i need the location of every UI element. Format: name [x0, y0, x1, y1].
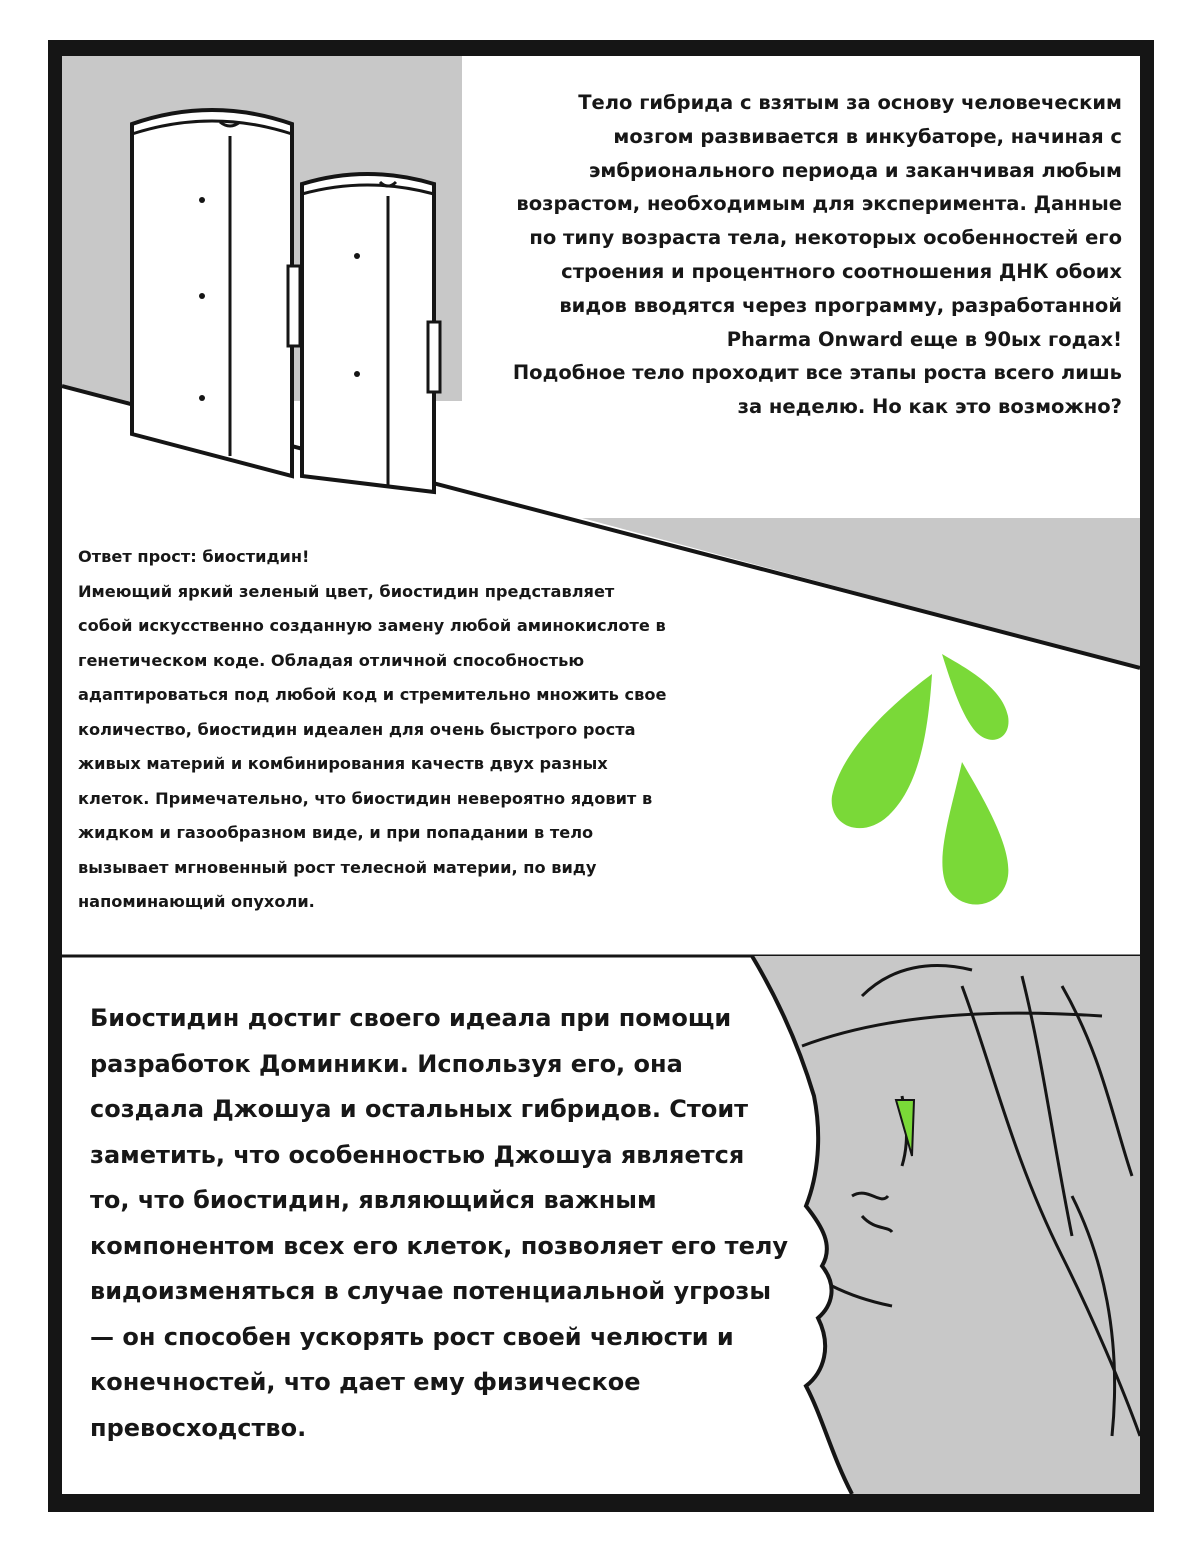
caption-line: Ответ прост: биостидин! — [78, 547, 310, 566]
caption-line: за неделю. Но как это возможно? — [737, 395, 1122, 419]
caption-line: эмбрионального периода и заканчивая любым — [588, 158, 1122, 182]
caption-line: Биостидин достиг своего идеала при помощи — [90, 1004, 732, 1032]
caption-line: Имеющий яркий зеленый цвет, биостидин представляет — [78, 581, 615, 601]
caption-line: напоминающий опухоли. — [78, 892, 315, 911]
caption-line: создала Джошуа и остальных гибридов. Стоит — [90, 1095, 749, 1123]
caption-line: — он способен ускорять рост своей челюсти и — [90, 1322, 734, 1351]
caption-line: генетическом коде. Обладая отличной способностью — [78, 650, 585, 670]
panel-3-art — [752, 956, 1140, 1494]
caption-line: Тело гибрида с взятым за основу человеческим — [578, 91, 1122, 114]
incubator-pod-icon — [302, 174, 440, 492]
caption-line: по типу возраста тела, некоторых особенностей его — [529, 226, 1122, 250]
panel-2-caption — [78, 540, 778, 920]
caption-line: компонентом всех его клеток, позволяет его телу — [90, 1231, 789, 1260]
caption-line: строения и процентного соотношения ДНК обоих — [561, 259, 1122, 283]
caption-line: Pharma Onward еще в 90ых годах! — [726, 327, 1122, 351]
caption-line: количество, биостидин идеален для очень быстрого роста — [78, 719, 636, 739]
caption-line: возрастом, необходимым для эксперимента. Данные — [516, 192, 1122, 216]
caption-line: жидком и газообразном виде, и при попадании в тело — [78, 823, 594, 842]
caption-line: разработок Доминики. Используя его, она — [90, 1049, 683, 1078]
panel-3-caption — [90, 996, 790, 1451]
caption-line: собой искусственно созданную замену любой аминокислоте в — [78, 616, 666, 635]
caption-line: заметить, что особенностью Джошуа является — [90, 1140, 745, 1169]
caption-line: конечностей, что дает ему физическое — [90, 1368, 641, 1396]
green-droplet-icon — [942, 762, 1008, 905]
caption-line: клеток. Примечательно, что биостидин невероятно ядовит в — [78, 788, 653, 808]
green-droplet-icon — [942, 654, 1009, 740]
caption-line: живых материй и комбинирования качеств двух разных — [78, 754, 608, 773]
comic-page — [62, 56, 1140, 1494]
incubator-pod-icon — [132, 110, 300, 476]
caption-line: Подобное тело проходит все этапы роста всего лишь — [512, 361, 1122, 385]
caption-line: адаптироваться под любой код и стремительно множить свое — [78, 685, 667, 704]
green-droplet-icon — [832, 674, 932, 828]
caption-line: превосходство. — [90, 1413, 307, 1442]
caption-line: видов вводятся через программу, разработанной — [559, 293, 1122, 317]
panel-2-art — [832, 654, 1009, 905]
caption-line: видоизменяться в случае потенциальной угрозы — [90, 1277, 772, 1305]
profile-face — [752, 956, 1140, 1494]
caption-line: то, что биостидин, являющийся важным — [90, 1186, 657, 1214]
caption-line: мозгом развивается в инкубаторе, начиная с — [613, 124, 1122, 148]
panel-1-caption — [472, 86, 1122, 424]
caption-line: вызывает мгновенный рост телесной материи, по виду — [78, 857, 597, 877]
